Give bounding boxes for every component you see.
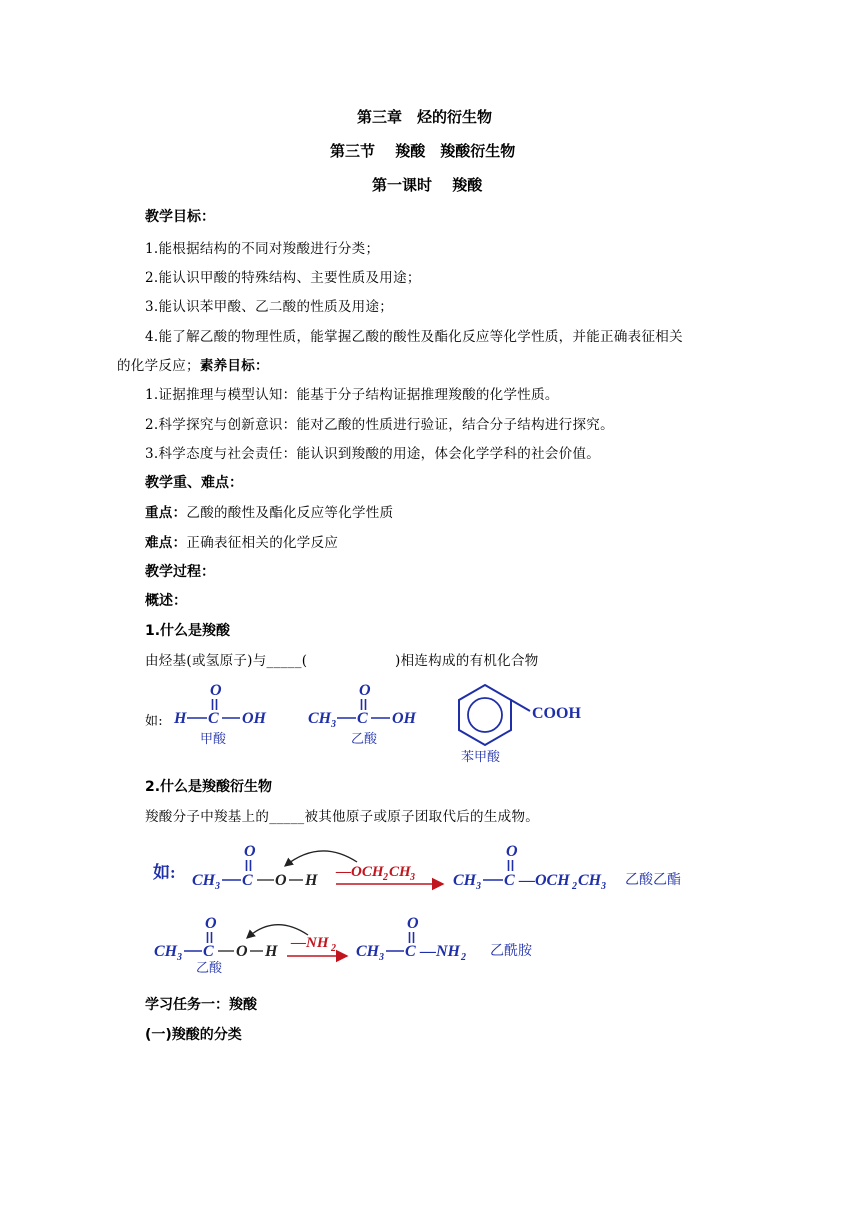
q1-definition-a: 由烃基(或氢原子)与_____( bbox=[145, 653, 308, 669]
svg-text:3: 3 bbox=[331, 719, 336, 730]
q1-definition-b: )相连构成的有机化合物 bbox=[395, 653, 539, 669]
amide-name: 乙酰胺 bbox=[490, 943, 532, 959]
svg-text:3: 3 bbox=[410, 872, 415, 883]
svg-text:3: 3 bbox=[476, 881, 481, 892]
goal-item-4: 4.能了解乙酸的物理性质，能掌握乙酸的酸性及酯化反应等化学性质，并能正确表征相关 bbox=[145, 329, 683, 345]
amide-reaction bbox=[154, 915, 533, 976]
svg-text:—NH: —NH bbox=[291, 935, 329, 951]
svg-text:O: O bbox=[210, 682, 222, 699]
svg-text:3: 3 bbox=[215, 881, 220, 892]
svg-text:CH: CH bbox=[578, 872, 602, 889]
benzoic-acid-name: 苯甲酸 bbox=[461, 750, 501, 765]
literacy-item-1: 1.证据推理与模型认知：能基于分子结构证据推理羧酸的化学性质。 bbox=[145, 387, 559, 403]
goal-item-4-tail: 的化学反应； bbox=[117, 358, 200, 374]
key-points-heading: 教学重、难点： bbox=[145, 475, 243, 491]
carboxylic-acid-structures bbox=[170, 676, 620, 768]
benzoic-acid-structure bbox=[459, 685, 581, 765]
svg-text:H: H bbox=[174, 710, 187, 727]
focus-text: 乙酸的酸性及酯化反应等化学性质 bbox=[186, 505, 394, 521]
svg-text:2: 2 bbox=[461, 952, 466, 963]
svg-text:C: C bbox=[357, 710, 368, 727]
derivative-reactions bbox=[150, 836, 710, 981]
literacy-heading: 素养目标： bbox=[199, 358, 269, 374]
q1-example-label: 如: bbox=[145, 714, 163, 729]
formic-acid-name: 甲酸 bbox=[200, 732, 227, 747]
svg-text:C: C bbox=[203, 943, 214, 960]
process-heading: 教学过程： bbox=[145, 564, 215, 580]
svg-text:O: O bbox=[275, 872, 287, 889]
svg-text:2: 2 bbox=[331, 943, 336, 954]
q2-definition: 羧酸分子中羧基上的_____被其他原子或原子团取代后的生成物。 bbox=[145, 809, 540, 825]
svg-text:3: 3 bbox=[177, 952, 182, 963]
q2-heading: 2.什么是羧酸衍生物 bbox=[145, 779, 273, 795]
formic-acid-structure bbox=[173, 682, 267, 747]
svg-text:2: 2 bbox=[383, 872, 388, 883]
svg-text:O: O bbox=[236, 943, 248, 960]
difficulty-label: 难点： bbox=[145, 535, 187, 551]
svg-text:H: H bbox=[265, 943, 278, 960]
svg-text:O: O bbox=[205, 915, 217, 932]
svg-text:—NH: —NH bbox=[420, 943, 460, 960]
literacy-item-3: 3.科学态度与社会责任：能认识到羧酸的用途，体会化学学科的社会价值。 bbox=[145, 446, 601, 462]
svg-text:3: 3 bbox=[379, 952, 384, 963]
acetic-acid-name-2: 乙酸 bbox=[196, 961, 223, 976]
acetic-acid-structure bbox=[308, 682, 417, 747]
chapter-title: 第三章 烃的衍生物 bbox=[357, 108, 493, 126]
focus-line bbox=[145, 501, 393, 521]
svg-text:CH: CH bbox=[453, 872, 477, 889]
svg-text:CH: CH bbox=[356, 943, 380, 960]
svg-text:O: O bbox=[407, 915, 419, 932]
goal-item-2: 2.能认识甲酸的特殊结构、主要性质及用途； bbox=[145, 270, 421, 286]
svg-text:C: C bbox=[208, 710, 219, 727]
svg-text:2: 2 bbox=[572, 881, 577, 892]
ester-reaction bbox=[152, 843, 681, 892]
svg-text:CH: CH bbox=[192, 872, 216, 889]
difficulty-line bbox=[145, 531, 338, 551]
svg-text:CH: CH bbox=[308, 710, 332, 727]
svg-text:O: O bbox=[359, 682, 371, 699]
svg-text:CH: CH bbox=[389, 864, 411, 880]
svg-text:O: O bbox=[244, 843, 256, 860]
q1-heading: 1.什么是羧酸 bbox=[145, 623, 231, 639]
section-title: 第三节 羧酸 羧酸衍生物 bbox=[330, 142, 516, 160]
svg-text:—OCH: —OCH bbox=[519, 872, 570, 889]
svg-text:O: O bbox=[506, 843, 518, 860]
task-heading: 学习任务一：羧酸 bbox=[145, 997, 257, 1013]
svg-text:OH: OH bbox=[242, 710, 266, 727]
cooh-label: COOH bbox=[532, 705, 581, 722]
overview-heading: 概述： bbox=[145, 593, 187, 609]
svg-text:OH: OH bbox=[392, 710, 416, 727]
difficulty-text: 正确表征相关的化学反应 bbox=[186, 535, 339, 551]
svg-text:H: H bbox=[305, 872, 318, 889]
goal-item-3: 3.能认识苯甲酸、乙二酸的性质及用途； bbox=[145, 299, 394, 315]
goal-item-4-continued bbox=[117, 354, 269, 374]
example-label-2: 如: bbox=[153, 863, 176, 882]
svg-text:C: C bbox=[504, 872, 515, 889]
svg-text:C: C bbox=[405, 943, 416, 960]
task-subheading: (一)羧酸的分类 bbox=[145, 1027, 242, 1043]
svg-text:C: C bbox=[242, 872, 253, 889]
literacy-item-2: 2.科学探究与创新意识：能对乙酸的性质进行验证，结合分子结构进行探究。 bbox=[145, 417, 614, 433]
svg-text:3: 3 bbox=[601, 881, 606, 892]
goals-heading: 教学目标： bbox=[145, 209, 215, 225]
lesson-title: 第一课时 羧酸 bbox=[372, 176, 483, 194]
focus-label: 重点： bbox=[145, 505, 187, 521]
ester-name: 乙酸乙酯 bbox=[625, 872, 681, 888]
acetic-acid-name: 乙酸 bbox=[351, 732, 378, 747]
svg-text:CH: CH bbox=[154, 943, 178, 960]
goal-item-1: 1.能根据结构的不同对羧酸进行分类； bbox=[145, 241, 380, 257]
svg-text:—OCH: —OCH bbox=[336, 864, 384, 880]
